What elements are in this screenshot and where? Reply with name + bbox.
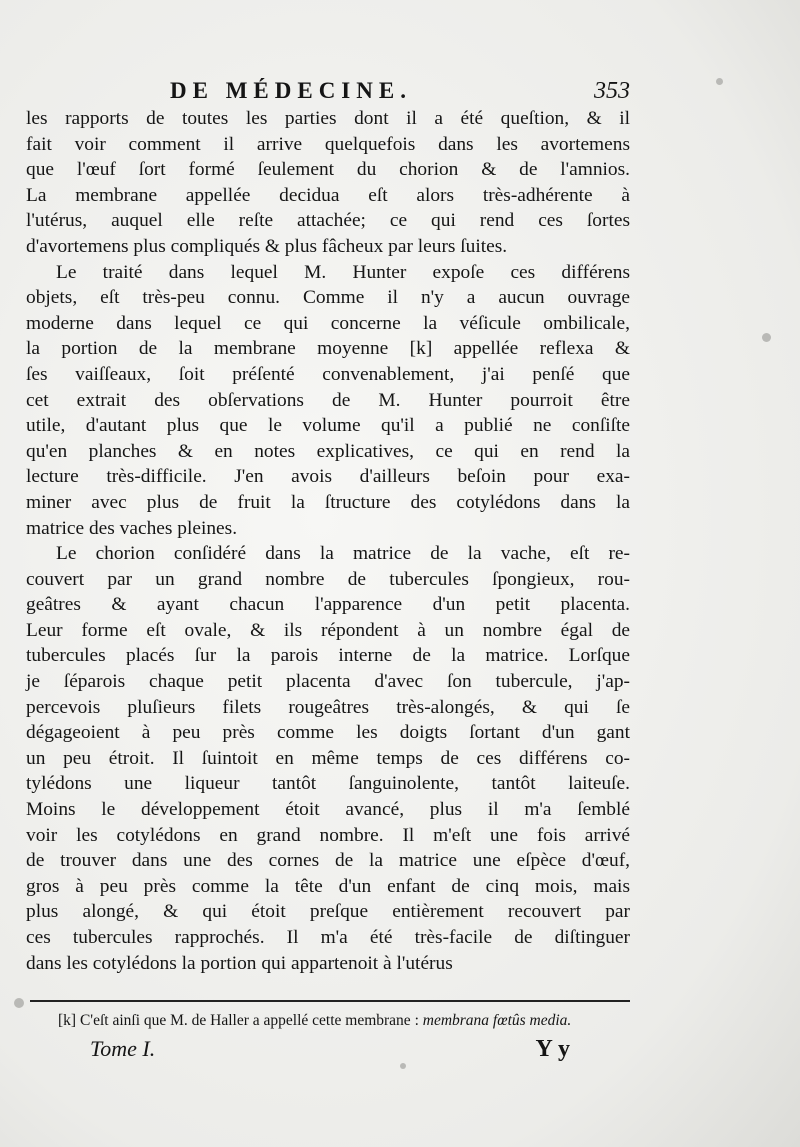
text-line: l'utérus, auquel elle reſte attachée; ce qui rend ces ſortes: [26, 210, 630, 232]
footnote-marker: [k]: [58, 1012, 77, 1029]
page-footer: [90, 1036, 570, 1066]
text-line: voir les cotylédons en grand nombre. Il m'eſt une fois arrivé: [26, 824, 630, 846]
text-line: geâtres & ayant chacun l'apparence d'un petit placenta.: [26, 594, 630, 616]
body-text: [26, 106, 630, 976]
ink-speck: [716, 78, 723, 85]
text-line: que l'œuf ſort formé ſeulement du chorion & de l'amnios.: [26, 159, 630, 181]
text-line: couvert par un grand nombre de tubercules ſpongieux, rou-: [26, 568, 630, 590]
text-line: Leur forme eſt ovale, & ils répondent à un nombre égal de: [26, 619, 630, 641]
text-line: gros à peu près comme la tête d'un enfant de cinq mois, mais: [26, 875, 630, 897]
text-line: d'avortemens plus compliqués & plus fâcheux par leurs ſuites.: [26, 235, 508, 257]
text-line: miner avec plus de fruit la ſtructure des cotylédons dans la: [26, 491, 630, 513]
text-line: les rapports de toutes les parties dont il a été queſtion, & il: [26, 108, 630, 129]
text-line: un peu étroit. Il ſuintoit en même temps de ces différens co-: [26, 747, 630, 769]
text-line: Le traité dans lequel M. Hunter expoſe ces différens: [56, 261, 630, 283]
signature-mark: Y y: [535, 1036, 570, 1062]
page-number: 353: [594, 78, 630, 104]
running-head: [170, 78, 630, 108]
ink-speck: [762, 333, 771, 342]
text-line: de trouver dans une des cornes de la matrice une eſpèce d'œuf,: [26, 850, 630, 872]
text-line: dans les cotylédons la portion qui appartenoit à l'utérus: [26, 952, 453, 974]
volume-label: Tome I.: [90, 1036, 156, 1061]
text-line: Moins le développement étoit avancé, plus il m'a ſemblé: [26, 799, 630, 821]
text-line: objets, eſt très-peu connu. Comme il n'y a aucun ouvrage: [26, 287, 630, 309]
paragraph: [26, 260, 630, 542]
paragraph: [26, 541, 630, 976]
text-line: la portion de la membrane moyenne [k] appellée reflexa &: [26, 338, 630, 360]
running-title: DE MÉDECINE.: [170, 78, 412, 103]
text-line: qu'en planches & en notes explicatives, ce qui en rend la: [26, 440, 630, 462]
text-line: tylédons une liqueur tantôt ſanguinolente, tantôt laiteuſe.: [26, 773, 630, 795]
footnote-rule: [30, 1000, 630, 1002]
text-line: percevois pluſieurs filets rougeâtres très-alongés, & qui ſe: [26, 696, 630, 718]
text-line: utile, d'autant plus que le volume qu'il a publié ne conſiſte: [26, 415, 630, 437]
text-line: matrice des vaches pleines.: [26, 517, 238, 539]
footnote-italic: membrana fœtûs media.: [422, 1012, 572, 1029]
text-line: lecture très-difficile. J'en avois d'ailleurs beſoin pour exa-: [26, 466, 630, 488]
text-line: dégageoient à peu près comme les doigts ſortant d'un gant: [26, 722, 630, 744]
footnote-text: C'eſt ainſi que M. de Haller a appellé cette membrane :: [79, 1012, 419, 1029]
text-line: plus alongé, & qui étoit preſque entièrement recouvert par: [26, 901, 630, 923]
text-line: moderne dans lequel ce qui concerne la véſicule ombilicale,: [26, 312, 630, 334]
text-line: cet extrait des obſervations de M. Hunter pourroit être: [26, 389, 630, 411]
text-line: tubercules placés ſur la parois interne de la matrice. Lorſque: [26, 645, 630, 667]
text-line: Le chorion conſidéré dans la matrice de la vache, eſt re-: [56, 543, 630, 565]
text-line: je ſéparois chaque petit placenta d'avec ſon tubercule, j'ap-: [26, 671, 630, 693]
paragraph: [26, 106, 630, 260]
text-line: fait voir comment il arrive quelquefois dans les avortemens: [26, 133, 630, 155]
footnote: [58, 1012, 638, 1030]
text-line: ces tubercules rapprochés. Il m'a été très-facile de diſtinguer: [26, 927, 630, 948]
text-line: La membrane appellée decidua eſt alors très-adhérente à: [26, 184, 630, 206]
text-line: ſes vaiſſeaux, ſoit préſenté convenablement, j'ai penſé que: [26, 363, 630, 385]
ink-speck: [14, 998, 24, 1008]
